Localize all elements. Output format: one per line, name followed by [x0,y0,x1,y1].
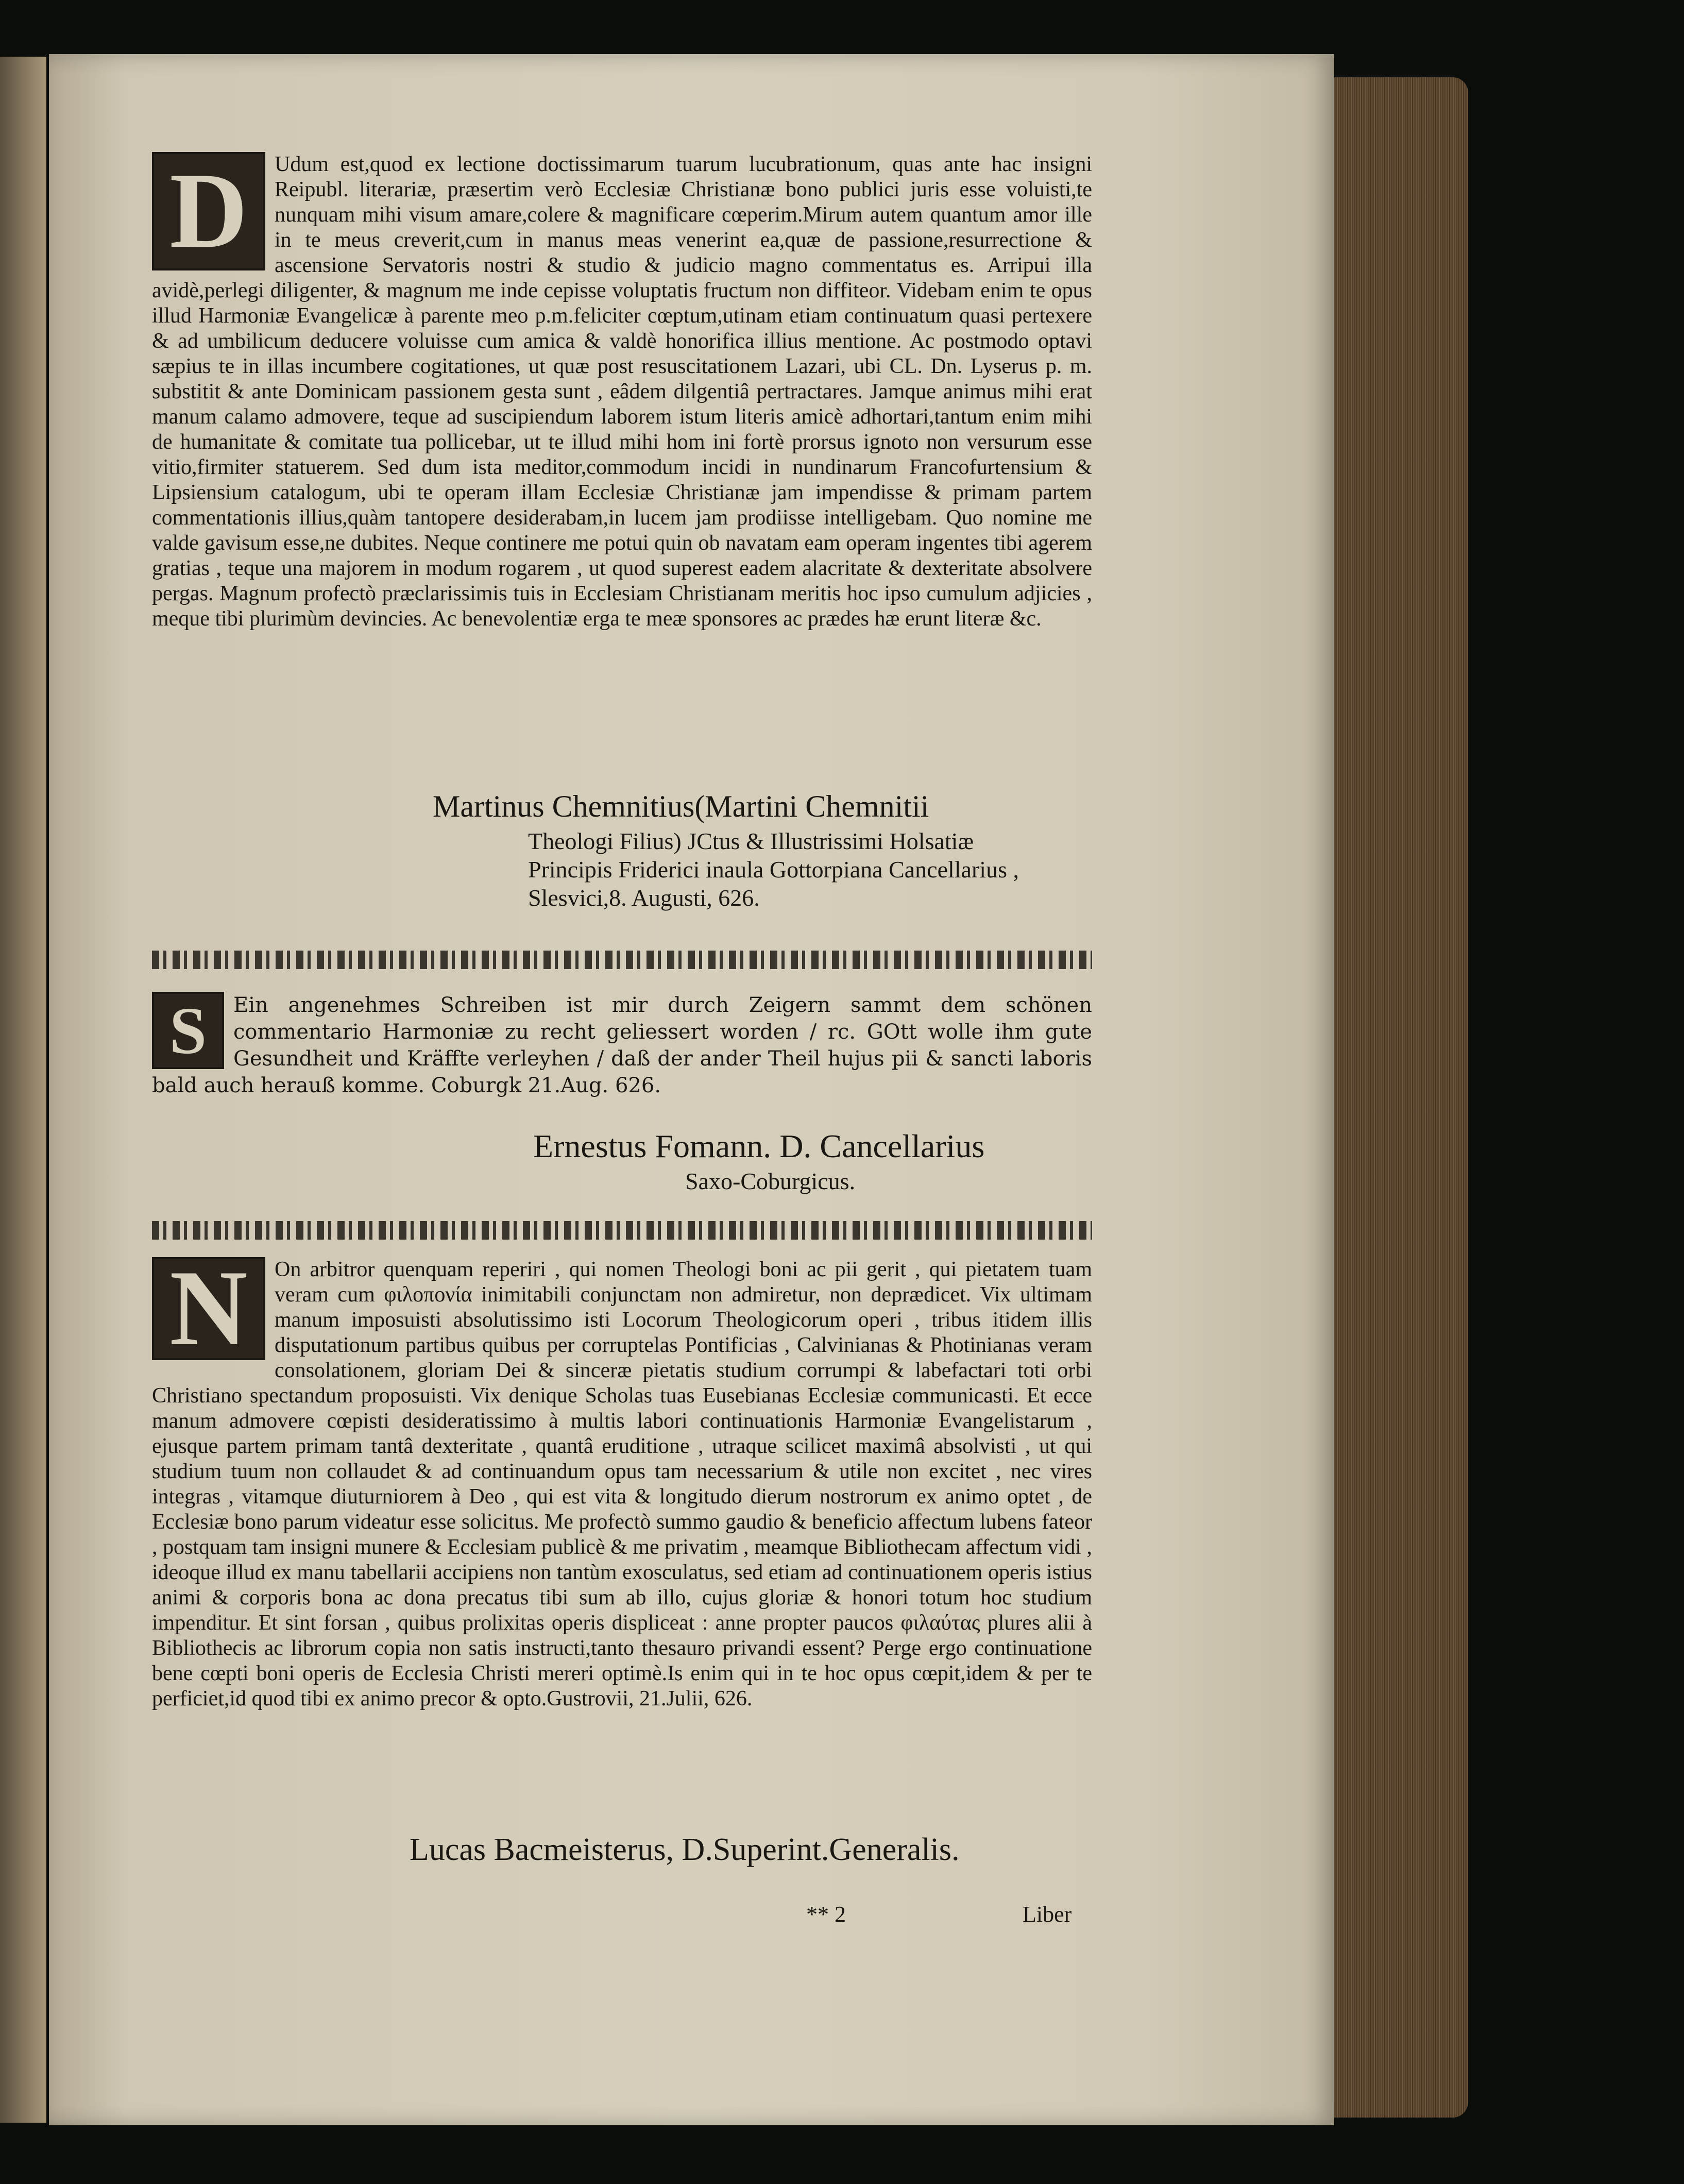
letter-2-signature-details: Saxo-Coburgicus. [685,1168,856,1194]
letter-1 [152,152,1092,632]
catchword: Liber [1023,1902,1072,1927]
ornament-divider [152,1221,1092,1240]
page-block-edge [1324,77,1468,2118]
dropcap-ornament: S [152,992,224,1069]
letter-2 [152,992,1092,1099]
letter-3-body: On arbitror quenquam reperiri , qui nomen Theologi boni ac pii gerit , qui pietatem tuam veram cum φιλοπονία inimitabili conjunctam non admiretur, non deprædicet. Vix ultimam manum imposuisti absolutissimo isti Locorum Theologicorum operi , tribus itidem illis disputationum partibus quibus per corruptelas Pontificias , Calvinianas & Photinianas veram consolationem, gloriam Dei & sinceræ pietatis studium corrumpi & labefactari toti orbi Christiano spectandum proposuisti. Vix denique Scholas tuas Eusebianas Ecclesiæ communicasti. Et ecce manum admovere cœpisti desideratissimo à multis labori continuationis Harmoniæ Evangelistarum , ejusque partem primam tantâ dexteritate , quantâ eruditione , utraque scilicet maximâ absolvisti , ut qui studium tuum non collaudet & ad continuandum opus tam necessarium & utile non excitet , nec vires integras , vitamque diuturniorem à Deo , qui est vita & longitudo dierum nostrorum ex animo optet , de Ecclesiæ bono parum videatur esse solicitus. Me profectò summo gaudio & beneficio affectum lubens fateor , postquam tam insigni munere & Ecclesiam publicè & me privatim , meamque Bibliothecam affectum vidi , ideoque illud ex manu tabellarii accipiens non tantùm exosculatus, sed etiam ad continuationem operis istius animi & corporis bona ac dona precatus tibi sum ab illo, cujus gloriæ & honori totum hoc studium impenditur. Et sint forsan , quibus prolixitas operis displiceat : anne propter paucos φιλαύτας plures alii à Bibliothecis ac librorum copia non satis instructi,tanto thesauro privandi essent? Perge ergo continuatione bene cœpti boni operis de Ecclesia Christi mereri optimè.Is enim qui in te hoc opus cœpit,idem & per te perficiet,id quod tibi ex animo precor & opto.Gustrovii, 21.Julii, 626. [152,1258,1092,1711]
letter-2-signature-name: Ernestus Fomann. D. Cancellarius [533,1128,985,1164]
dropcap-ornament: D [152,152,265,270]
letter-3-signature-name: Lucas Bacmeisterus, D.Superint.Generalis. [410,1832,960,1867]
left-page-edge [0,57,46,2123]
letter-1-body: Udum est,quod ex lectione doctissimarum tuarum lucubrationum, quas ante hac insigni Reipubl. literariæ, præsertim verò Ecclesiæ Christianæ bono publici juris esse voluisti,te nunquam mihi visum amare,colere & magnificare cœperim.Mirum autem quantum amor ille in te meus creverit,cum in manus meas venerint ea,quæ de passione,resurrectione & ascensione Servatoris nostri & studio & judicio magno commentatus es. Arripui illa avidè,perlegi diligenter, & magnum me inde cepisse voluptatis fructum non diffiteor. Videbam enim te opus illud Harmoniæ Evangelicæ à parente meo p.m.feliciter cœptum,utinam etiam continuatum quasi pertexere & ad umbilicum deducere voluisse cum amica & valdè honorifica illius mentione. Ac postmodo optavi sæpius te in illas incumbere cogitationes, ut quæ post resuscitationem Lazari, ubi CL. Dn. Lyserus p. m. substitit & ante Dominicam passionem gesta sunt , eâdem dilgentiâ pertractares. Jamque animus mihi erat manum calamo admovere, teque ad suscipiendum laborem istum literis amicè adhortari,tantum enim mihi de humanitate & comitate tua pollicebar, ut te illud mihi hom ini fortè prorsus ignoto non versurum esse vitio,firmiter statuerem. Sed dum ista meditor,commodum incidi in nundinarum Francofurtensium & Lipsiensium catalogum, ubi te operam illam Ecclesiæ Christianæ jam impendisse & primam partem commentationis illius,quàm tantopere desiderabam,in lucem jam prodiisse intelligebam. Quo nomine me valde gavisum esse,ne dubites. Neque continere me potui quin ob navatam eam operam ingentes tibi agerem gratias , teque una majorem in modum rogarem , ut quod superest eadem alacritate & dexteritate absolvere pergas. Magnum profectò præclarissimis tuis in Ecclesiam Christianam meritis hoc ipso cumulum adjicies , meque tibi plurimùm devincies. Ac benevolentiæ erga te meæ sponsores ac prædes hæ erunt literæ &c. [152,153,1092,631]
letter-1-signature-name: Martinus Chemnitius(Martini Chemnitii [433,789,929,823]
letter-2-body: Ein angenehmes Schreiben ist mir durch Zeigern sammt dem schönen commentario Harmoniæ zu recht geliessert worden / rc. GOtt wolle ihm gute Gesundheit und Kräffte verleyhen / daß der ander Theil hujus pii & sancti laboris bald auch herauß komme. Coburgk 21.Aug. 626. [152,993,1092,1097]
dropcap-ornament: N [152,1257,265,1360]
ornament-divider [152,951,1092,969]
letter-1-signature-details: Theologi Filius) JCtus & Illustrissimi Holsatiæ Principis Friderici inaula Gottorpiana Cancellarius , Slesvici,8. Augusti, 626. [528,828,1019,911]
letter-3 [152,1248,1092,1712]
signature-mark: ** 2 [806,1902,846,1927]
